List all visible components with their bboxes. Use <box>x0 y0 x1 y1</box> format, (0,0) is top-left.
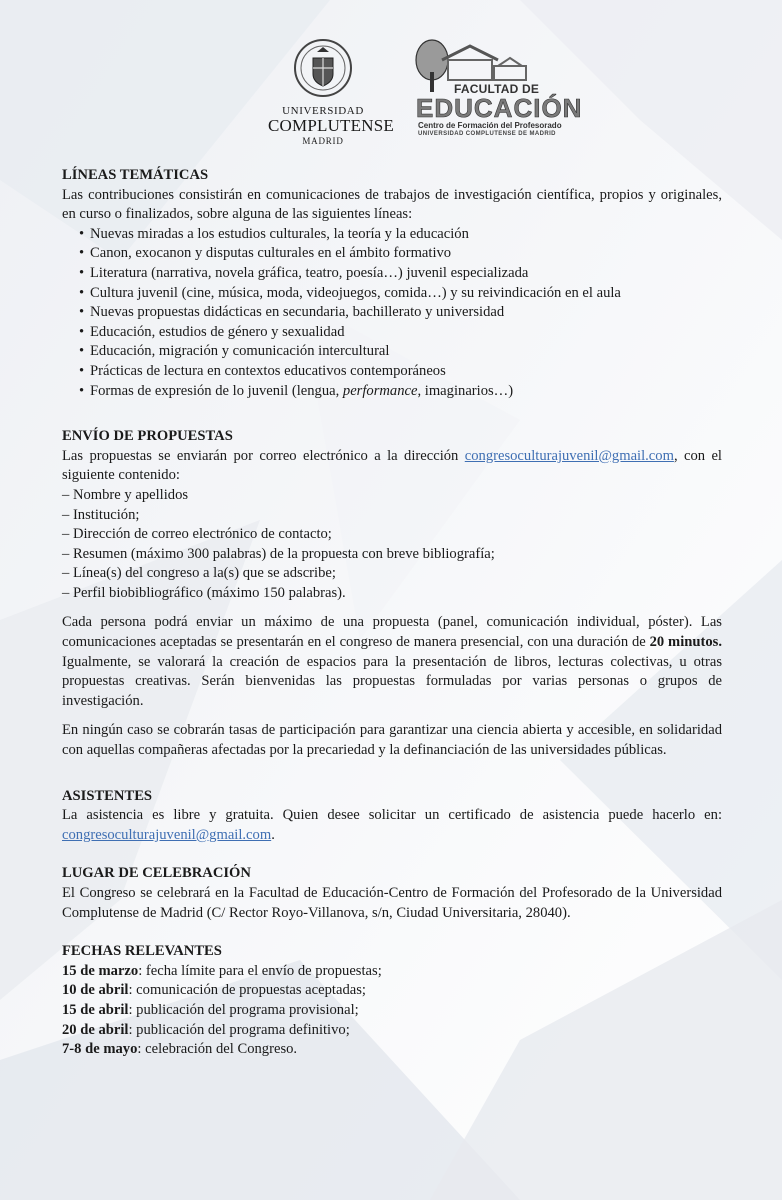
list-item: – Institución; <box>62 506 140 523</box>
list-item: • Prácticas de lectura en contextos educativos contemporáneos <box>90 362 722 382</box>
list-item: • Literatura (narrativa, novela gráfica, teatro, poesía…) juvenil especializada <box>90 264 722 284</box>
date-row <box>62 1001 722 1021</box>
ucm-line1: UNIVERSIDAD <box>282 105 364 117</box>
list-item: • Cultura juvenil (cine, música, moda, videojuegos, comida…) y su reivindicación en el aula <box>90 284 722 304</box>
date-label: 15 de marzo <box>62 962 139 979</box>
envio-intro <box>62 447 722 486</box>
facultad-line4: UNIVERSIDAD COMPLUTENSE DE MADRID <box>418 131 556 137</box>
facultad-line1: FACULTAD DE <box>454 82 540 96</box>
email-link[interactable]: congresoculturajuvenil@gmail.com <box>464 447 674 464</box>
lineas-title: LÍNEAS TEMÁTICAS <box>62 167 209 183</box>
date-label: 20 de abril <box>62 1021 129 1038</box>
asistentes-text <box>62 806 722 845</box>
date-desc: : comunicación de propuestas aceptadas; <box>128 982 366 999</box>
envio-paragraph-2: En ningún caso se cobrarán tasas de participación para garantizar una ciencia abierta y accesible, en solidaridad con aquellas compañeras afectadas por la precariedad y la definanciación de las universidades públicas. <box>62 722 722 759</box>
list-item: – Línea(s) del congreso a la(s) que se adscribe; <box>62 565 336 582</box>
para-text: Cada persona podrá enviar un máximo de una propuesta (panel, comunicación individual, póster). Las comunicaciones aceptadas se presentarán en el congreso de manera presencial, con una duración de <box>62 614 722 651</box>
date-label: 10 de abril <box>62 982 129 999</box>
lugar-text: El Congreso se celebrará en la Facultad de Educación-Centro de Formación del Profesorado de la Universidad Complutense de Madrid (C/ Rector Royo-Villanova, s/n, Ciudad Universitaria, 28040). <box>62 885 722 921</box>
asistentes-title: ASISTENTES <box>62 787 153 804</box>
asistentes-body: La asistencia es libre y gratuita. Quien desee solicitar un certificado de asistencia puede hacerlo en: <box>62 807 722 824</box>
envio-intro-text: Las propuestas se enviarán por correo electrónico a la dirección <box>62 447 465 464</box>
list-item: • Educación, migración y comunicación intercultural <box>90 342 722 362</box>
para-text: Igualmente, se valorará la creación de espacios para la presentación de libros, lecturas colectivas, u otras propuestas creativas. Serán bienvenidas las propuestas formuladas por varias personas o grupos de investigación. <box>62 653 722 709</box>
date-row <box>62 962 722 982</box>
section-envio <box>62 427 722 761</box>
item-italic: performance <box>342 382 418 399</box>
envio-paragraph-1 <box>62 613 722 711</box>
list-item: • Canon, exocanon y disputas culturales en el ámbito formativo <box>90 244 722 264</box>
facultad-line2: EDUCACIÓN <box>416 93 583 123</box>
ucm-line3: MADRID <box>302 136 344 146</box>
para-bold: 20 minutos. <box>649 634 722 651</box>
fechas-title: FECHAS RELEVANTES <box>62 943 222 960</box>
list-item: – Dirección de correo electrónico de contacto; <box>62 526 332 543</box>
asistentes-period: . <box>271 826 275 843</box>
section-lineas <box>62 166 722 401</box>
date-label: 15 de abril <box>62 1001 129 1018</box>
date-desc: : fecha límite para el envío de propuestas; <box>138 962 382 979</box>
lugar-title: LUGAR DE CELEBRACIÓN <box>62 865 251 882</box>
date-desc: : publicación del programa definitivo; <box>128 1021 350 1038</box>
date-desc: : celebración del Congreso. <box>137 1041 298 1058</box>
date-desc: : publicación del programa provisional; <box>128 1001 359 1018</box>
envio-intro-text-after: , con el siguiente contenido: <box>62 447 722 484</box>
section-lugar <box>62 864 722 923</box>
item-text: Formas de expresión de lo juvenil (lengua, <box>90 382 343 399</box>
section-asistentes <box>62 787 722 846</box>
lineas-intro: Las contribuciones consistirán en comunicaciones de trabajos de investigación científica, propios y originales, en curso o finalizados, sobre alguna de las siguientes líneas: <box>62 186 722 223</box>
list-item: – Nombre y apellidos <box>62 486 189 503</box>
list-item: • Nuevas propuestas didácticas en secundaria, bachillerato y universidad <box>90 303 722 323</box>
list-item: • Educación, estudios de género y sexualidad <box>90 323 722 343</box>
list-item: – Resumen (máximo 300 palabras) de la propuesta con breve bibliografía; <box>62 545 495 562</box>
lineas-list <box>62 225 722 401</box>
date-row <box>62 1040 722 1060</box>
list-item: – Perfil biobibliográfico (máximo 150 palabras). <box>62 584 346 601</box>
facultad-logo <box>414 38 583 138</box>
ucm-seal-icon <box>293 38 353 98</box>
list-item: • Nuevas miradas a los estudios culturales, la teoría y la educación <box>90 225 722 245</box>
list-item <box>90 382 722 402</box>
date-row <box>62 981 722 1001</box>
item-text: , imaginarios…) <box>417 382 514 399</box>
section-fechas <box>62 942 722 1060</box>
facultad-line3: Centro de Formación del Profesorado <box>418 121 562 130</box>
envio-title: ENVÍO DE PROPUESTAS <box>62 428 233 445</box>
envio-requirements <box>62 486 722 604</box>
document-body <box>62 166 722 1079</box>
ucm-logo <box>268 38 394 146</box>
ucm-line2: COMPLUTENSE <box>268 116 394 135</box>
date-label: 7-8 de mayo <box>62 1041 138 1058</box>
date-row <box>62 1021 722 1041</box>
email-link[interactable]: congresoculturajuvenil@gmail.com <box>62 826 272 843</box>
